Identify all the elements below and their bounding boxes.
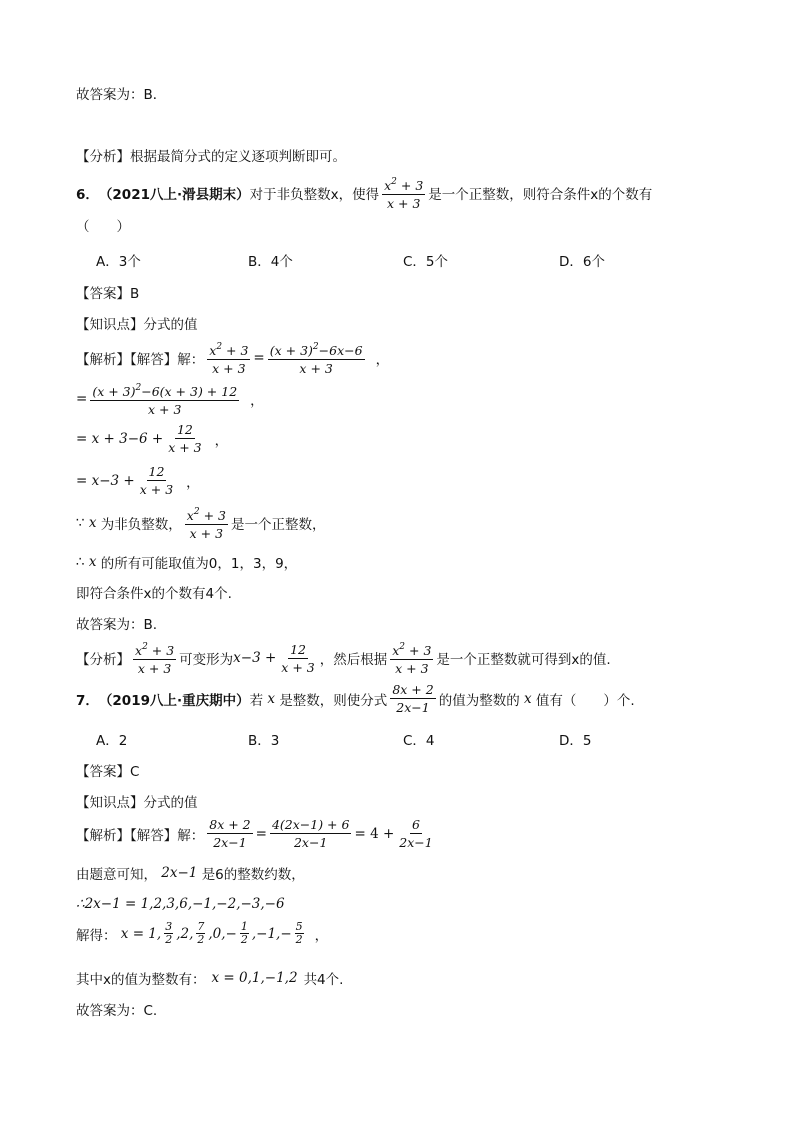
q7-answer: [76, 760, 139, 780]
option-b: B．3: [248, 733, 280, 749]
fraction: $\frac{4(2x-1) + 6}{2x-1}$: [271, 817, 350, 850]
fraction: $\frac{8x + 2}{2x-1}$: [209, 817, 251, 850]
q6-solution-line1: 【解析】【解答】解： $\frac{x^2 + 3}{x + 3}$ = $\frac{(x + 3)^2-6x-6}{x + 3}$ ，: [76, 342, 390, 376]
comma: ，: [375, 352, 390, 368]
comma: ，: [214, 432, 229, 449]
question-source: （2019八上·重庆期中）: [98, 692, 250, 709]
stem-text-2: 是整数，则使分式: [279, 692, 388, 709]
fraction-x2plus3-over-xplus3: $\frac{x^2 + 3}{x + 3}$: [384, 177, 424, 211]
q7-knowledge: [76, 791, 198, 811]
q6-solution-line2: = $\frac{(x + 3)^2-6(x + 3) + 12}{x + 3}$ ，: [76, 383, 264, 417]
knowledge-point: 【知识点】分式的值: [76, 317, 198, 333]
answer-label: 【答案】B: [76, 286, 140, 302]
step-text: 由题意可知，: [76, 867, 157, 883]
fraction: $\frac{x^2 + 3}{x + 3}$: [186, 507, 226, 541]
q6-knowledge: [76, 313, 198, 333]
q6-paren: [76, 215, 130, 235]
q6-solution-line3: = x + 3−6 + $\frac{12}{x + 3}$ ，: [76, 422, 229, 455]
q7-integers: [76, 968, 343, 988]
solution-label: 【解析】【解答】解：: [76, 827, 205, 844]
stem-text-3: 的值为整数的: [438, 692, 520, 709]
fraction: $\frac{6}{2x-1}$: [399, 817, 433, 850]
stem-text-2: 是一个正整数，则符合条件x的个数有: [428, 187, 653, 203]
analysis-text: 【分析】根据最简分式的定义逐项判断即可。: [76, 149, 346, 165]
because-symbol: ∵: [76, 515, 85, 531]
analysis-text: 可变形为: [179, 652, 234, 668]
integers-text: 其中x的值为整数有：: [76, 972, 206, 988]
solution-label: 【解析】【解答】解：: [76, 352, 205, 368]
q7-final: [76, 999, 157, 1019]
fraction: $\frac{(x + 3)^2-6(x + 3) + 12}{x + 3}$: [92, 383, 238, 417]
fraction: $\frac{(x + 3)^2-6x-6}{x + 3}$: [269, 342, 363, 376]
fraction: $\frac{12}{x + 3}$: [168, 422, 202, 455]
therefore-text: 的所有可能取值为0，1，3，9，: [100, 556, 298, 572]
comma: ，: [186, 474, 200, 491]
stem-text: 对于非负整数x，使得: [249, 187, 380, 203]
question-number: 7．: [76, 692, 99, 709]
q7-stem: 7． （2019八上·重庆期中） 若 x 是整数，则使分式 $\frac{8x + 2}{2x-1}$ 的值为整数的 x 值有（ ）个.: [76, 682, 635, 715]
knowledge-point: 【知识点】分式的值: [76, 795, 198, 811]
step-text-2: 是6的整数约数，: [201, 867, 305, 883]
q7-step1: 由题意可知， 2x−1 是6的整数约数，: [76, 865, 305, 883]
comma: ，: [250, 393, 264, 409]
q6-answer: [76, 282, 139, 302]
analysis-text-2: ，然后根据: [319, 652, 388, 668]
q6-solution-line4: = x−3 + $\frac{12}{x + 3}$ ，: [76, 464, 200, 497]
q7-step2: [76, 896, 285, 912]
answer-text: 故答案为：B．: [76, 87, 167, 103]
option-d: D．6个: [559, 254, 605, 270]
analysis-label: 【分析】: [76, 652, 130, 668]
conclusion-text: 即符合条件x的个数有4个.: [76, 586, 232, 602]
analysis-text-3: 是一个正整数就可得到x的值.: [436, 652, 611, 668]
comma: ，: [314, 927, 329, 944]
final-answer: 故答案为：C.: [76, 1003, 158, 1019]
therefore-symbol: ∴: [76, 554, 85, 570]
q7-solution-line1: 【解析】【解答】解： $\frac{8x + 2}{2x-1}$ = $\frac{4(2x-1) + 6}{2x-1}$ = 4 + $\frac{6}{2x-1}$: [76, 817, 433, 850]
question-number: 6．: [76, 187, 99, 203]
fraction: $\frac{5}{2}$: [295, 920, 303, 946]
stem-text-4: 值有（ ）个.: [535, 692, 635, 709]
previous-answer: [76, 83, 166, 103]
solve-label: 解得：: [76, 927, 117, 944]
fraction: $\frac{x^2 + 3}{x + 3}$: [209, 342, 249, 376]
integers-math: x = 0,1,−1,2: [211, 970, 298, 986]
q6-because: ∵ x 为非负整数， $\frac{x^2 + 3}{x + 3}$ 是一个正整数，: [76, 507, 326, 541]
answer-blank: （ ）: [76, 219, 130, 235]
fraction: $\frac{x^2 + 3}{x + 3}$: [392, 642, 432, 676]
fraction-8xplus2-over-2xminus1: $\frac{8x + 2}{2x-1}$: [392, 682, 434, 715]
option-c: C．5个: [403, 254, 449, 270]
divisor-list: ∴2x−1 = 1,2,3,6,−1,−2,−3,−6: [76, 896, 285, 912]
fraction: $\frac{12}{x + 3}$: [139, 464, 174, 497]
fraction: $\frac{7}{2}$: [197, 920, 205, 946]
q6-final: [76, 613, 157, 633]
option-c: C．4: [403, 733, 435, 749]
integers-count: 共4个.: [303, 972, 344, 988]
q5-analysis: [76, 145, 346, 165]
question-source: （2021八上·滑县期末）: [98, 187, 250, 203]
q6-stem: [76, 175, 652, 211]
q6-conclusion: [76, 582, 232, 602]
fraction: $\frac{1}{2}$: [240, 920, 248, 946]
option-b: B．4个: [248, 254, 293, 270]
option-a: A．2: [96, 733, 128, 749]
q7-solve: 解得： x = 1, $\frac{3}{2}$ ,2, $\frac{7}{2}$ ,0,− $\frac{1}{2}$ ,−1,− $\frac{5}{2}$ ，: [76, 920, 329, 946]
because-text: 为非负整数，: [100, 517, 182, 533]
final-answer: 故答案为：B.: [76, 617, 158, 633]
option-a: A．3个: [96, 254, 141, 270]
stem-text: 若: [249, 692, 264, 709]
option-d: D．5: [559, 733, 592, 749]
q6-analysis: 【分析】 $\frac{x^2 + 3}{x + 3}$ 可变形为 x−3 + $\frac{12}{x + 3}$ ，然后根据 $\frac{x^2 + 3}{x + 3}$ 是一个正整数就可得到x的值.: [76, 641, 611, 676]
fraction: $\frac{3}{2}$: [165, 920, 173, 946]
fraction: $\frac{x^2 + 3}{x + 3}$: [135, 642, 175, 676]
because-text-2: 是一个正整数，: [230, 517, 326, 533]
fraction: $\frac{12}{x + 3}$: [281, 641, 315, 675]
answer-label: 【答案】C: [76, 764, 140, 780]
q6-therefore: ∴ x 的所有可能取值为0，1，3，9，: [76, 554, 298, 572]
